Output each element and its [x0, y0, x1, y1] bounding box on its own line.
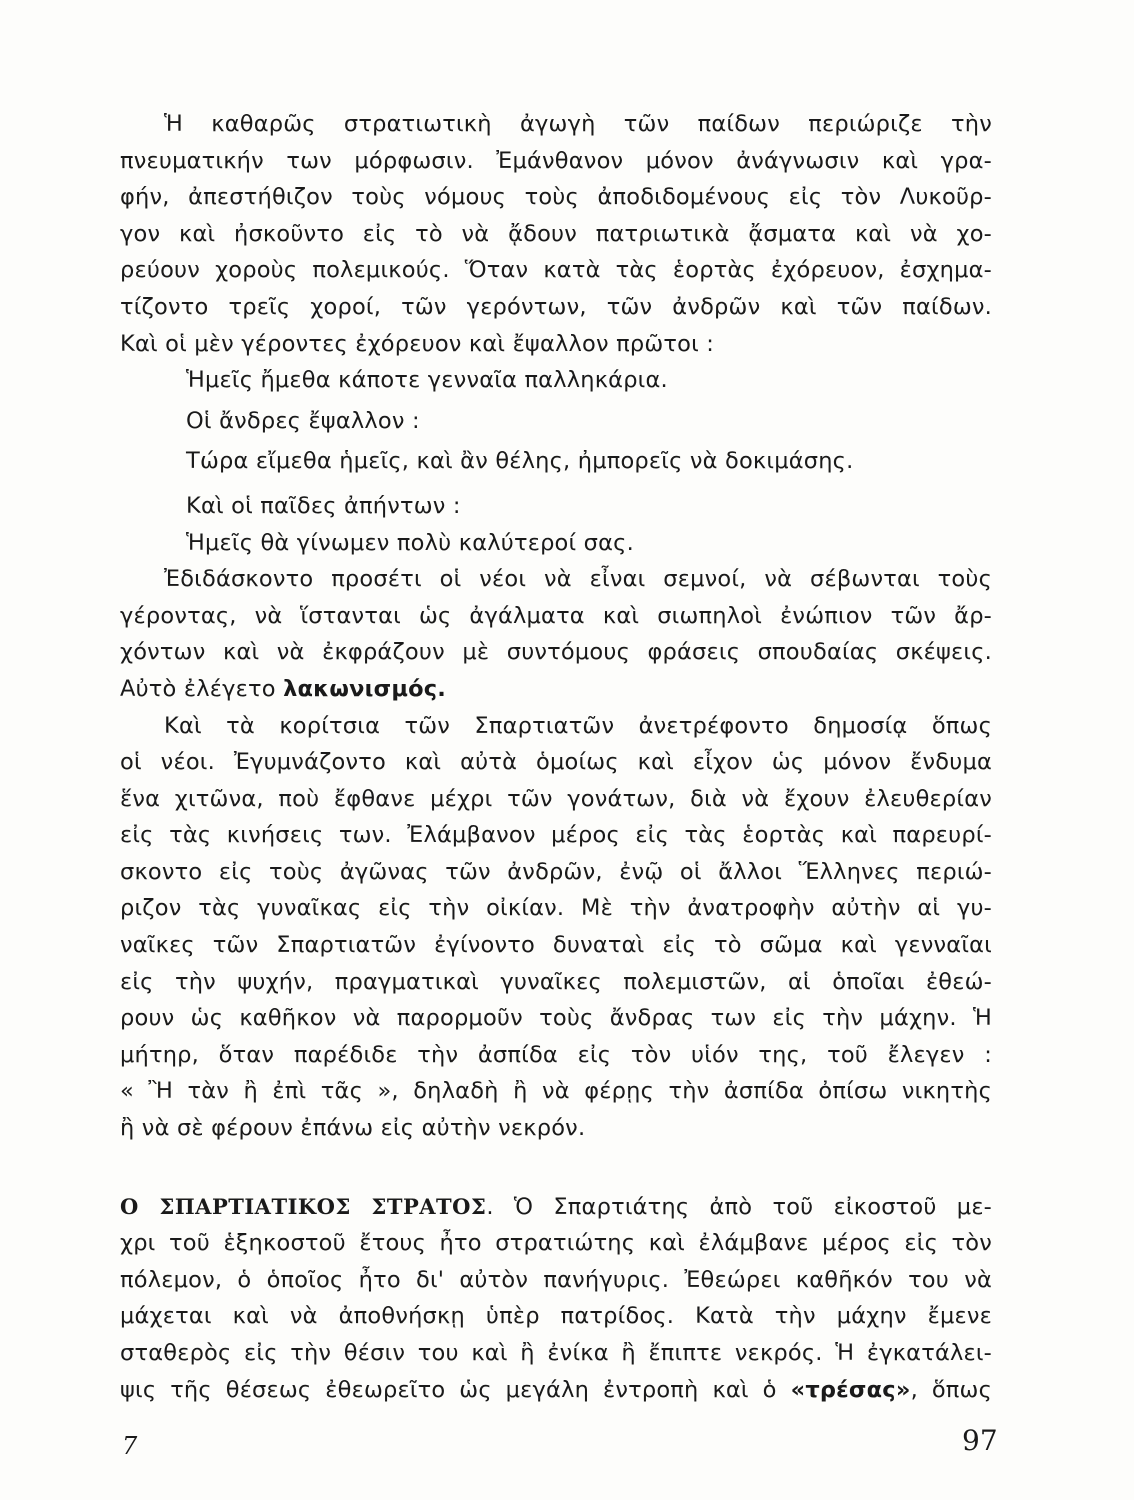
text-line [120, 1372, 992, 1409]
text-line: γέροντας, νὰ ἵστανται ὡς ἀγάλματα καὶ σιωπηλοὶ ἐνώπιον τῶν ἄρ- [120, 602, 992, 629]
text-line: ναῖκες τῶν Σπαρτιατῶν ἐγίνοντο δυναταὶ εἰς τὸ σῶμα καὶ γενναῖαι [120, 932, 992, 959]
verse-men-intro: Οἱ ἄνδρες ἔψαλλον : [186, 407, 420, 434]
verse-boys: Ἡμεῖς θὰ γίνωμεν πολὺ καλύτεροί σας. [186, 529, 634, 556]
text-fragment: . Ὁ Σπαρτιάτης ἀπὸ τοῦ εἰκοστοῦ με- [486, 1193, 992, 1220]
text-fragment: Αὐτὸ ἐλέγετο [120, 675, 284, 702]
text-line: οἱ νέοι. Ἐγυμνάζοντο καὶ αὐτὰ ὁμοίως καὶ εἶχον ὡς μόνον ἔνδυμα [120, 749, 992, 776]
text-line: Ἡ καθαρῶς στρατιωτικὴ ἀγωγὴ τῶν παίδων περιώριζε τὴν [164, 111, 992, 137]
text-line: εἰς τὴν ψυχήν, πραγματικαὶ γυναῖκες πολεμιστῶν, αἱ ὁποῖαι ἐθεώ- [120, 968, 992, 995]
text-line: τίζοντο τρεῖς χοροί, τῶν γερόντων, τῶν ἀνδρῶν καὶ τῶν παίδων. [120, 293, 992, 320]
main-text [120, 106, 992, 1408]
signature-mark: 7 [122, 1432, 138, 1460]
term-laconism: λακωνισμός. [283, 675, 447, 702]
text-line: χρι τοῦ ἑξηκοστοῦ ἔτους ἦτο στρατιώτης καὶ ἐλάμβανε μέρος εἰς τὸν [120, 1230, 992, 1257]
text-line: εἰς τὰς κινήσεις των. Ἐλάμβανον μέρος εἰς τὰς ἑορτὰς καὶ παρευρί- [120, 822, 992, 849]
text-line [120, 1189, 992, 1226]
text-line: ρουν ὡς καθῆκον νὰ παρορμοῦν τοὺς ἄνδρας των εἰς τὴν μάχην. Ἡ [120, 1005, 992, 1032]
text-line: Καὶ οἱ μὲν γέροντες ἐχόρευον καὶ ἔψαλλον πρῶτοι : [120, 330, 715, 357]
text-line: σκοντο εἰς τοὺς ἀγῶνας τῶν ἀνδρῶν, ἐνῷ οἱ ἄλλοι Ἕλληνες περιώ- [120, 858, 992, 885]
text-fragment: ψις τῆς θέσεως ἐθεωρεῖτο ὡς μεγάλη ἐντροπὴ καὶ ὁ [120, 1376, 791, 1403]
text-line: Ἐδιδάσκοντο προσέτι οἱ νέοι νὰ εἶναι σεμνοί, νὰ σέβωνται τοὺς [164, 566, 992, 593]
section-spacer [120, 1147, 992, 1189]
text-line: Καὶ τὰ κορίτσια τῶν Σπαρτιατῶν ἀνετρέφοντο δημοσίᾳ ὅπως [164, 712, 992, 739]
text-line: ἢ νὰ σὲ φέρουν ἐπάνω εἰς αὐτὴν νεκρόν. [120, 1115, 586, 1142]
text-line: ρεύουν χοροὺς πολεμικούς. Ὅταν κατὰ τὰς ἑορτὰς ἐχόρευον, ἐσχημα- [120, 257, 992, 284]
text-line: πνευματικήν των μόρφωσιν. Ἐμάνθανον μόνον ἀνάγνωσιν καὶ γρα- [120, 147, 992, 174]
text-line: χόντων καὶ νὰ ἐκφράζουν μὲ συντόμους φράσεις σπουδαίας σκέψεις. [120, 639, 992, 666]
page-number: 97 [962, 1424, 998, 1457]
text-line: ἕνα χιτῶνα, ποὺ ἔφθανε μέχρι τῶν γονάτων, διὰ νὰ ἔχουν ἐλευθερίαν [120, 785, 992, 812]
text-line: σταθερὸς εἰς τὴν θέσιν του καὶ ἢ ἐνίκα ἢ ἔπιπτε νεκρός. Ἡ ἐγκατάλει- [120, 1340, 992, 1366]
text-line: « Ἢ τὰν ἢ ἐπὶ τᾶς », δηλαδὴ ἢ νὰ φέρῃς τὴν ἀσπίδα ὀπίσω νικητὴς [120, 1078, 992, 1105]
text-line: φήν, ἀπεστήθιζον τοὺς νόμους τοὺς ἀποδιδομένους εἰς τὸν Λυκοῦρ- [120, 184, 992, 211]
text-line: γον καὶ ἠσκοῦντο εἰς τὸ νὰ ᾄδουν πατριωτικὰ ᾄσματα καὶ νὰ χο- [120, 220, 992, 247]
text-fragment: , ὅπως [910, 1376, 993, 1403]
term-tresas: «τρέσας» [790, 1376, 911, 1403]
text-line: μάχεται καὶ νὰ ἀποθνήσκῃ ὑπὲρ πατρίδος. Κατὰ τὴν μάχην ἔμενε [120, 1303, 992, 1330]
verse-men: Τώρα εἴμεθα ἡμεῖς, καὶ ἂν θέλης, ἠμπορεῖς νὰ δοκιμάσης. [186, 448, 854, 475]
text-line: πόλεμον, ὁ ὁποῖος ἦτο δι' αὐτὸν πανήγυρις. Ἐθεώρει καθῆκόν του νὰ [120, 1266, 992, 1293]
text-line [120, 671, 992, 708]
text-line: μήτηρ, ὅταν παρέδιδε τὴν ἀσπίδα εἰς τὸν υἱόν της, τοῦ ἔλεγεν : [120, 1041, 992, 1068]
text-line: ριζον τὰς γυναῖκας εἰς τὴν οἰκίαν. Μὲ τὴν ἀνατροφὴν αὐτὴν αἱ γυ- [120, 895, 992, 922]
verse-elders: Ἡμεῖς ἤμεθα κάποτε γενναῖα παλληκάρια. [186, 367, 668, 394]
section-heading: Ο ΣΠΑΡΤΙΑΤΙΚΟΣ ΣΤΡΑΤΟΣ [120, 1193, 487, 1219]
verse-boys-intro: Καὶ οἱ παῖδες ἀπήντων : [186, 492, 461, 519]
